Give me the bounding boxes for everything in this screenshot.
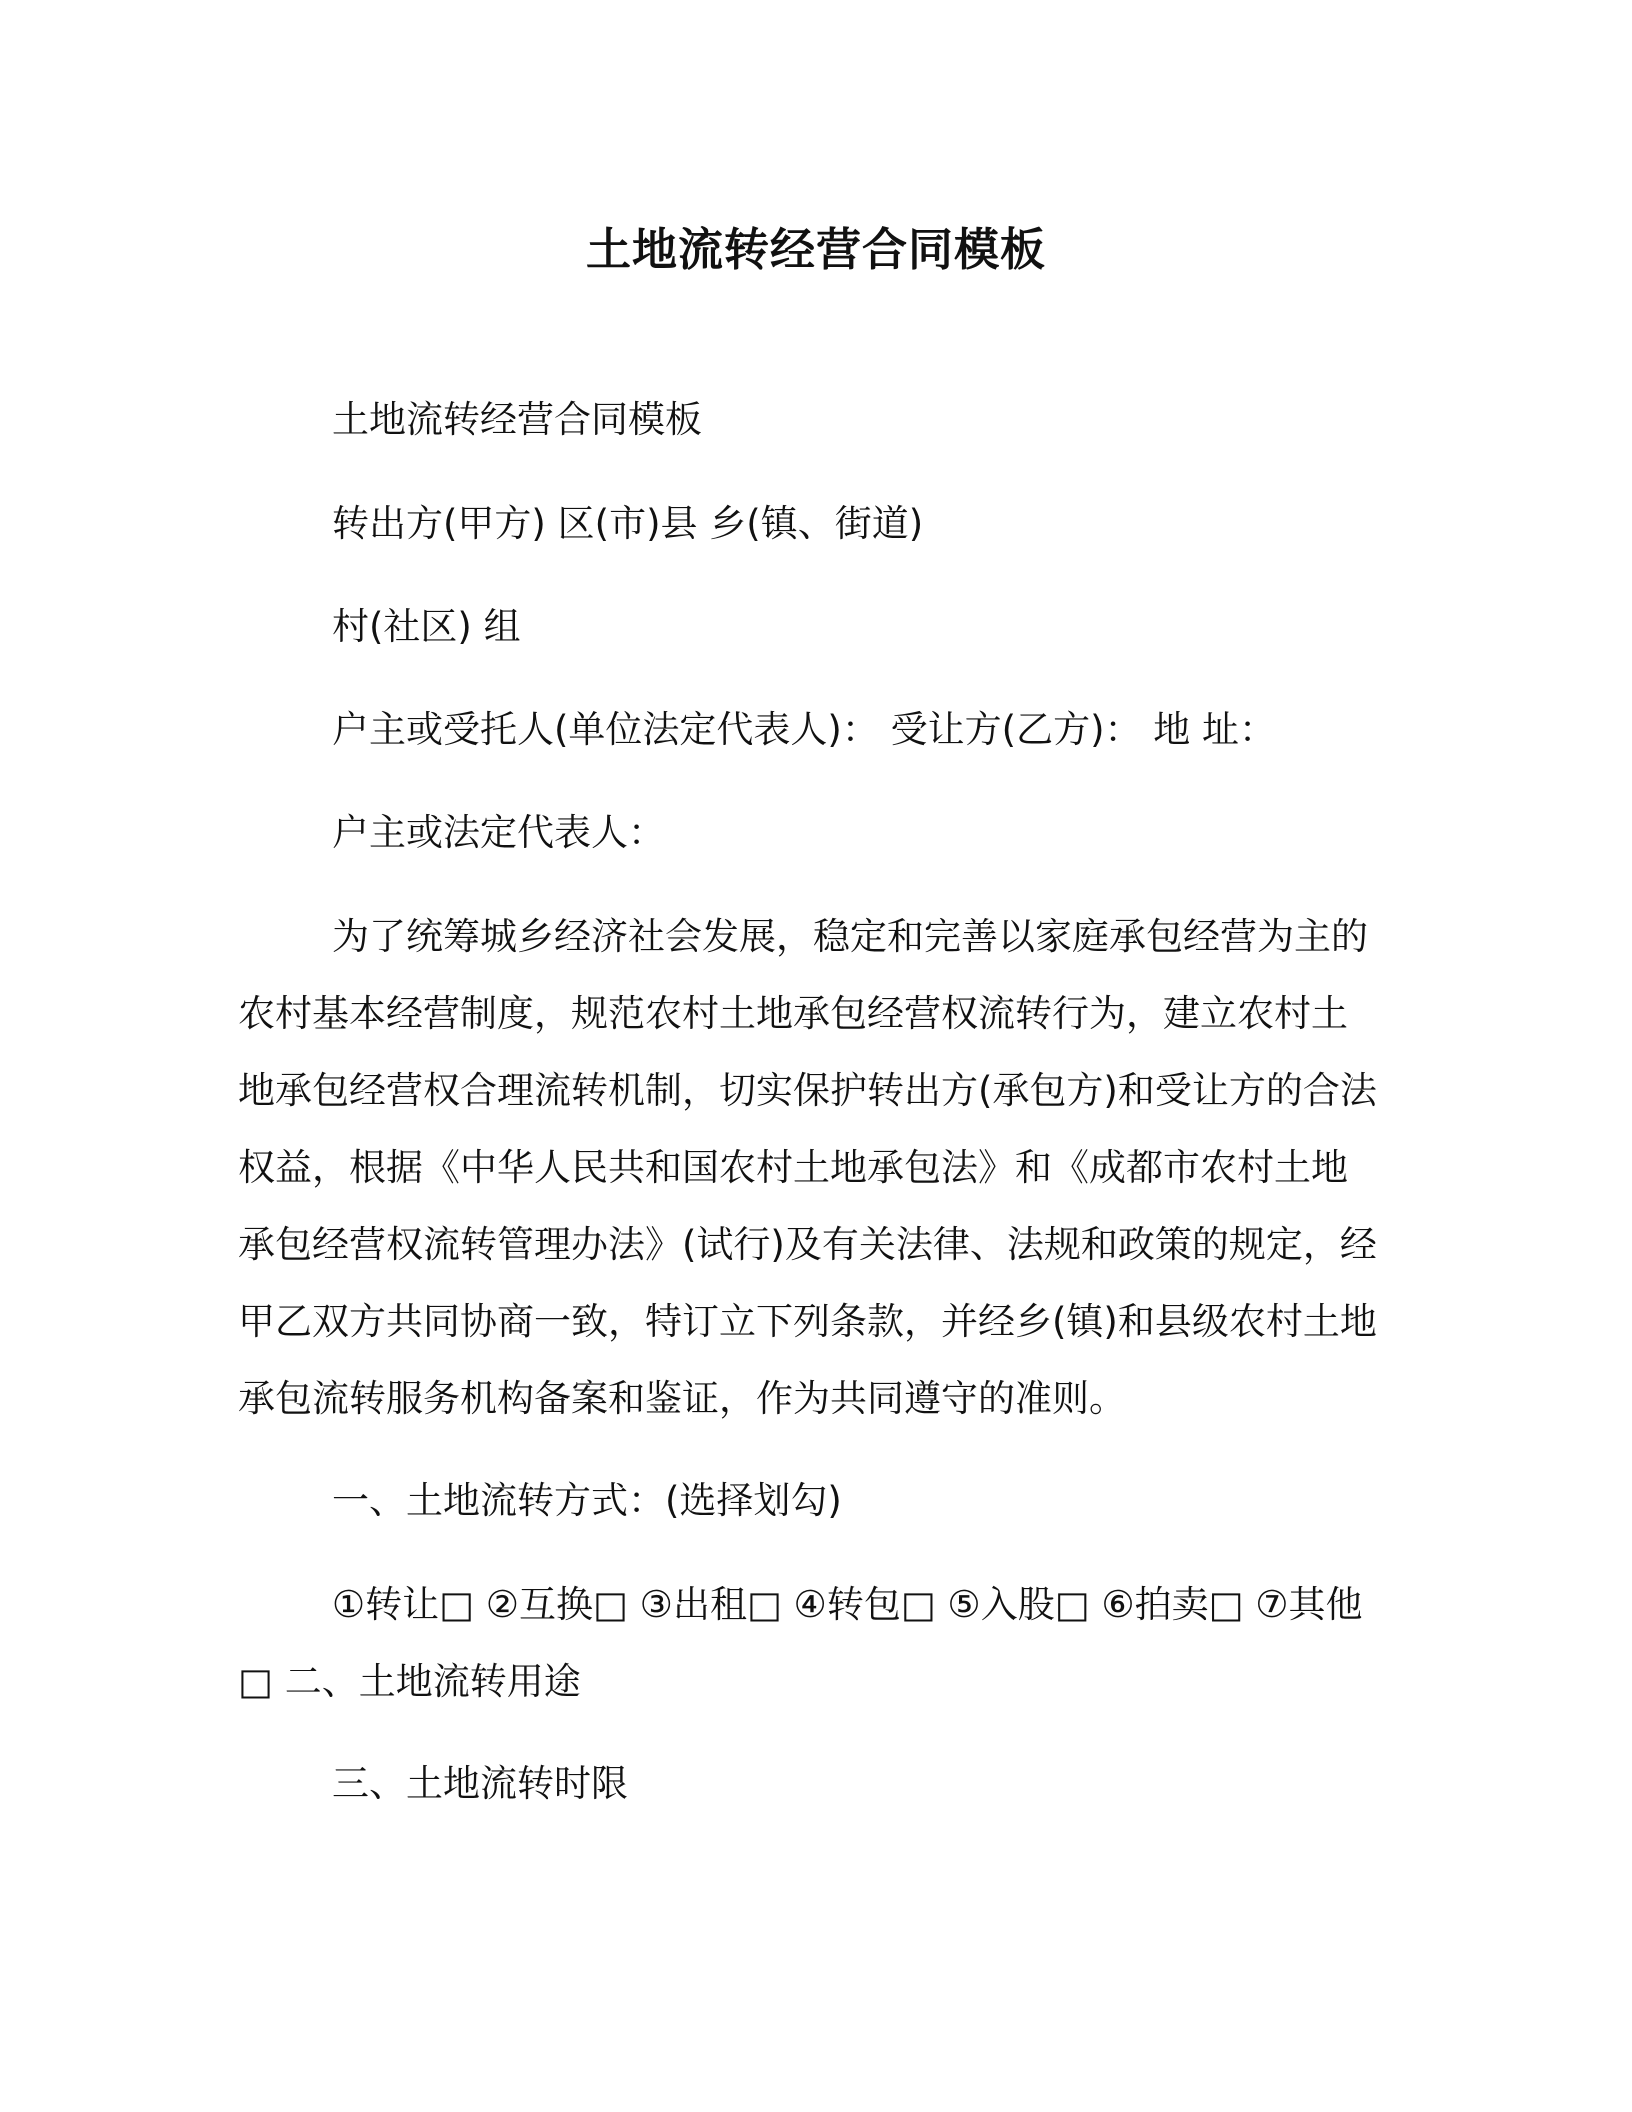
section-3-heading: 三、土地流转时限 <box>332 1762 628 1805</box>
section-1-heading: 一、土地流转方式：(选择划勾) <box>332 1479 842 1522</box>
representative-line: 户主或法定代表人： <box>332 811 665 854</box>
document-title: 土地流转经营合同模板 <box>585 223 1046 276</box>
household-line: 户主或受托人(单位法定代表人)： 受让方(乙方)： 地 址： <box>332 708 1277 751</box>
transfer-options-paragraph: ①转让□ ②互换□ ③出租□ ④转包□ ⑤入股□ ⑥拍卖□ ⑦其他□ 二、土地流转用途 <box>238 1583 1363 1703</box>
transferor-line: 转出方(甲方) 区(市)县 乡(镇、街道) <box>332 502 924 545</box>
village-line: 村(社区) 组 <box>332 605 521 648</box>
preamble-paragraph: 为了统筹城乡经济社会发展，稳定和完善以家庭承包经营为主的农村基本经营制度，规范农村土地承包经营权流转行为，建立农村土地承包经营权合理流转机制，切实保护转出方(承包方)和受让方的合法权益，根据《中华人民共和国农村土地承包法》和《成都市农村土地承包经营权流转管理办法》(试行)及有关法律、法规和政策的规定，经甲乙双方共同协商一致，特订立下列条款，并经乡(镇)和县级农村土地承包流转服务机构备案和鉴证，作为共同遵守的准则。 <box>238 915 1377 1420</box>
subtitle-line: 土地流转经营合同模板 <box>332 398 702 441</box>
